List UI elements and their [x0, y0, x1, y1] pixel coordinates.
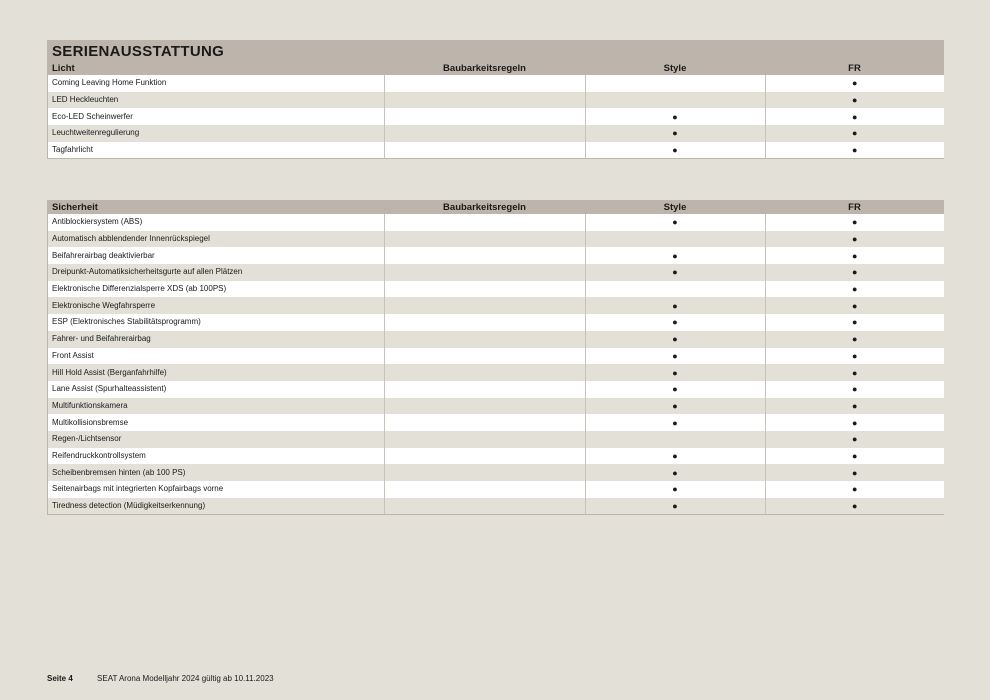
fr-cell: ● [765, 348, 944, 365]
baubarkeit-cell [384, 448, 585, 465]
table-row [48, 281, 944, 298]
feature-label: Coming Leaving Home Funktion [48, 75, 384, 92]
fr-cell: ● [765, 481, 944, 498]
feature-label: Multifunktionskamera [48, 398, 384, 415]
fr-cell: ● [765, 498, 944, 515]
baubarkeit-cell [384, 364, 585, 381]
baubarkeit-cell [384, 247, 585, 264]
table-row [48, 448, 944, 465]
baubarkeit-cell [384, 297, 585, 314]
baubarkeit-cell [384, 331, 585, 348]
fr-cell: ● [765, 231, 944, 248]
table-row [48, 314, 944, 331]
feature-label: Tagfahrlicht [48, 142, 384, 159]
feature-label: Beifahrerairbag deaktivierbar [48, 247, 384, 264]
table-row [48, 297, 944, 314]
baubarkeit-cell [384, 264, 585, 281]
baubarkeit-cell [384, 108, 585, 125]
fr-cell: ● [765, 398, 944, 415]
table-row [48, 247, 944, 264]
table-row [48, 214, 944, 231]
fr-cell: ● [765, 92, 944, 109]
feature-label: Eco-LED Scheinwerfer [48, 108, 384, 125]
style-cell [585, 92, 765, 109]
feature-label: Hill Hold Assist (Berganfahrhilfe) [48, 364, 384, 381]
style-cell [585, 281, 765, 298]
feature-label: Scheibenbremsen hinten (ab 100 PS) [48, 464, 384, 481]
fr-cell: ● [765, 431, 944, 448]
page-footer [47, 674, 274, 683]
fr-cell: ● [765, 414, 944, 431]
header-fr: FR [765, 62, 944, 75]
feature-label: Dreipunkt-Automatiksicherheitsgurte auf allen Plätzen [48, 264, 384, 281]
table-row [48, 364, 944, 381]
style-cell: ● [585, 381, 765, 398]
baubarkeit-cell [384, 348, 585, 365]
style-cell: ● [585, 314, 765, 331]
table-row [48, 125, 944, 142]
baubarkeit-cell [384, 481, 585, 498]
baubarkeit-cell [384, 142, 585, 159]
style-cell: ● [585, 214, 765, 231]
feature-label: Antiblockiersystem (ABS) [48, 214, 384, 231]
feature-label: Elektronische Wegfahrsperre [48, 297, 384, 314]
feature-label: Lane Assist (Spurhalteassistent) [48, 381, 384, 398]
style-cell: ● [585, 364, 765, 381]
fr-cell: ● [765, 75, 944, 92]
feature-label: Fahrer- und Beifahrerairbag [48, 331, 384, 348]
table-row [48, 348, 944, 365]
feature-label: Leuchtweitenregulierung [48, 125, 384, 142]
fr-cell: ● [765, 247, 944, 264]
header-fr: FR [765, 201, 944, 214]
style-cell: ● [585, 331, 765, 348]
style-cell: ● [585, 348, 765, 365]
table-sicherheit [48, 201, 944, 514]
feature-label: Reifendruckkontrollsystem [48, 448, 384, 465]
fr-cell: ● [765, 448, 944, 465]
fr-cell: ● [765, 314, 944, 331]
table-row [48, 414, 944, 431]
baubarkeit-cell [384, 414, 585, 431]
table-row [48, 108, 944, 125]
table-row [48, 398, 944, 415]
style-cell: ● [585, 264, 765, 281]
style-cell [585, 231, 765, 248]
style-cell [585, 431, 765, 448]
table-row [48, 481, 944, 498]
baubarkeit-cell [384, 431, 585, 448]
feature-label: Seitenairbags mit integrierten Kopfairbags vorne [48, 481, 384, 498]
table-row [48, 381, 944, 398]
baubarkeit-cell [384, 214, 585, 231]
header-baubarkeitsregeln: Baubarkeitsregeln [384, 62, 585, 75]
fr-cell: ● [765, 331, 944, 348]
table-row [48, 331, 944, 348]
feature-label: Regen-/Lichtsensor [48, 431, 384, 448]
footer-text: SEAT Arona Modelljahr 2024 gültig ab 10.11.2023 [97, 674, 274, 683]
style-cell: ● [585, 297, 765, 314]
baubarkeit-cell [384, 231, 585, 248]
header-baubarkeitsregeln: Baubarkeitsregeln [384, 201, 585, 214]
header-category: Sicherheit [48, 201, 384, 214]
style-cell: ● [585, 498, 765, 515]
fr-cell: ● [765, 281, 944, 298]
style-cell: ● [585, 464, 765, 481]
fr-cell: ● [765, 297, 944, 314]
table-row [48, 231, 944, 248]
baubarkeit-cell [384, 464, 585, 481]
table-header [48, 62, 944, 75]
style-cell: ● [585, 398, 765, 415]
page-title: SERIENAUSSTATTUNG [48, 41, 943, 62]
baubarkeit-cell [384, 498, 585, 515]
table-row [48, 75, 944, 92]
style-cell [585, 75, 765, 92]
page-number: Seite 4 [47, 674, 73, 683]
header-style: Style [585, 62, 765, 75]
table-row [48, 498, 944, 515]
feature-label: Front Assist [48, 348, 384, 365]
feature-label: LED Heckleuchten [48, 92, 384, 109]
fr-cell: ● [765, 108, 944, 125]
table-row [48, 264, 944, 281]
baubarkeit-cell [384, 314, 585, 331]
feature-label: Tiredness detection (Müdigkeitserkennung) [48, 498, 384, 515]
fr-cell: ● [765, 381, 944, 398]
baubarkeit-cell [384, 398, 585, 415]
header-category: Licht [48, 62, 384, 75]
table-row [48, 142, 944, 159]
fr-cell: ● [765, 125, 944, 142]
style-cell: ● [585, 142, 765, 159]
baubarkeit-cell [384, 281, 585, 298]
feature-label: Elektronische Differenzialsperre XDS (ab 100PS) [48, 281, 384, 298]
baubarkeit-cell [384, 92, 585, 109]
section-sicherheit [47, 200, 944, 515]
fr-cell: ● [765, 142, 944, 159]
style-cell: ● [585, 414, 765, 431]
table-header [48, 201, 944, 214]
baubarkeit-cell [384, 381, 585, 398]
style-cell: ● [585, 125, 765, 142]
table-licht [48, 62, 944, 158]
feature-label: ESP (Elektronisches Stabilitätsprogramm) [48, 314, 384, 331]
feature-label: Automatisch abblendender Innenrückspiegel [48, 231, 384, 248]
fr-cell: ● [765, 264, 944, 281]
table-row [48, 464, 944, 481]
header-style: Style [585, 201, 765, 214]
fr-cell: ● [765, 364, 944, 381]
fr-cell: ● [765, 214, 944, 231]
baubarkeit-cell [384, 75, 585, 92]
style-cell: ● [585, 481, 765, 498]
style-cell: ● [585, 108, 765, 125]
baubarkeit-cell [384, 125, 585, 142]
style-cell: ● [585, 247, 765, 264]
style-cell: ● [585, 448, 765, 465]
table-row [48, 92, 944, 109]
section-licht [47, 40, 944, 159]
table-row [48, 431, 944, 448]
fr-cell: ● [765, 464, 944, 481]
feature-label: Multikollisionsbremse [48, 414, 384, 431]
